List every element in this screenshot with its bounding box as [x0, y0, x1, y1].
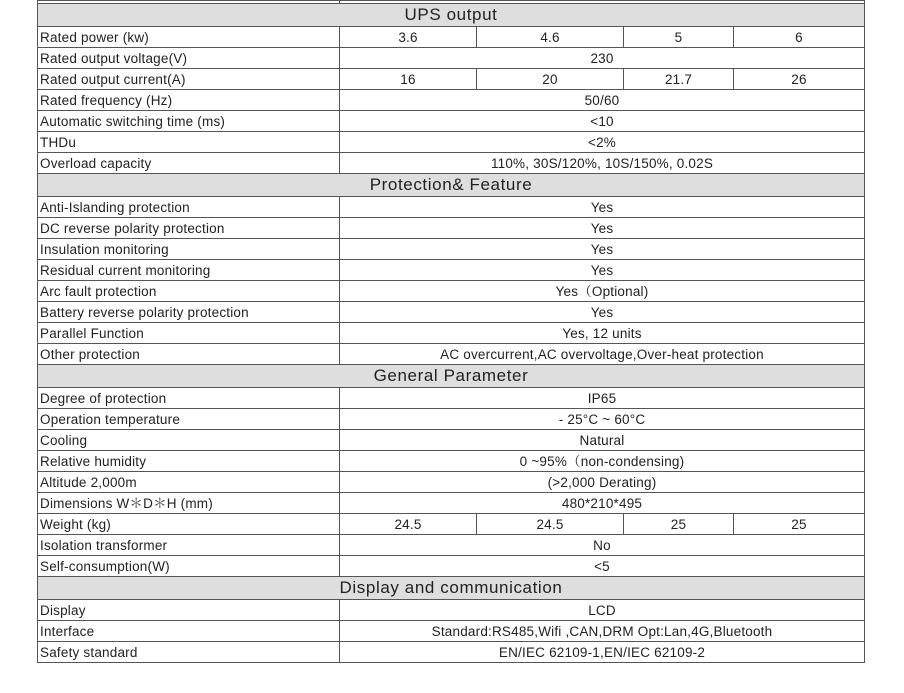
row-label: Display [38, 600, 340, 621]
row-label: THDu [38, 132, 340, 153]
row-value: Yes [340, 239, 865, 260]
section-title: UPS output [38, 4, 865, 27]
row-label: Isolation transformer [38, 535, 340, 556]
row-label: Degree of protection [38, 388, 340, 409]
row-label: Altitude 2,000m [38, 472, 340, 493]
row-value: 0 ~95%（non-condensing) [340, 451, 865, 472]
row-value: No [340, 535, 865, 556]
table-row [38, 600, 865, 621]
table-row [38, 409, 865, 430]
row-label: Rated frequency (Hz) [38, 90, 340, 111]
table-row [38, 90, 865, 111]
row-value: 20 [477, 69, 624, 90]
spec-table [37, 0, 865, 663]
row-label: Battery reverse polarity protection [38, 302, 340, 323]
row-label: Other protection [38, 344, 340, 365]
row-value: IP65 [340, 388, 865, 409]
row-value: 25 [734, 514, 865, 535]
row-value: 480*210*495 [340, 493, 865, 514]
row-value: Yes [340, 260, 865, 281]
table-row [38, 323, 865, 344]
row-label: Rated output voltage(V) [38, 48, 340, 69]
row-label: Residual current monitoring [38, 260, 340, 281]
row-label: Operation temperature [38, 409, 340, 430]
row-value: Natural [340, 430, 865, 451]
row-value: (>2,000 Derating) [340, 472, 865, 493]
row-value: LCD [340, 600, 865, 621]
row-value: <2% [340, 132, 865, 153]
row-label: Weight (kg) [38, 514, 340, 535]
row-value: 50/60 [340, 90, 865, 111]
table-row [38, 493, 865, 514]
row-value: 5 [624, 27, 734, 48]
table-row [38, 132, 865, 153]
row-label: Rated output current(A) [38, 69, 340, 90]
table-row [38, 48, 865, 69]
row-value: Standard:RS485,Wifi ,CAN,DRM Opt:Lan,4G,Bluetooth [340, 621, 865, 642]
section-header [38, 174, 865, 197]
row-value: 24.5 [477, 514, 624, 535]
table-row [38, 535, 865, 556]
row-value: Yes（Optional) [340, 281, 865, 302]
row-value: Yes [340, 218, 865, 239]
row-value: AC overcurrent,AC overvoltage,Over-heat protection [340, 344, 865, 365]
table-row [38, 239, 865, 260]
row-label: Automatic switching time (ms) [38, 111, 340, 132]
table-row [38, 111, 865, 132]
table-row [38, 472, 865, 493]
section-header [38, 577, 865, 600]
table-row [38, 514, 865, 535]
table-row [38, 27, 865, 48]
row-value: EN/IEC 62109-1,EN/IEC 62109-2 [340, 642, 865, 663]
table-row [38, 218, 865, 239]
row-value: 6 [734, 27, 865, 48]
row-value: Yes [340, 197, 865, 218]
row-label: Interface [38, 621, 340, 642]
row-value: 110%, 30S/120%, 10S/150%, 0.02S [340, 153, 865, 174]
row-value: 230 [340, 48, 865, 69]
table-row [38, 388, 865, 409]
row-label: Anti-Islanding protection [38, 197, 340, 218]
section-header [38, 365, 865, 388]
row-label: Safety standard [38, 642, 340, 663]
row-label: Parallel Function [38, 323, 340, 344]
row-value: <10 [340, 111, 865, 132]
section-title: General Parameter [38, 365, 865, 388]
row-label: Overload capacity [38, 153, 340, 174]
table-row [38, 642, 865, 663]
row-label: Dimensions W＊D＊H (mm) [38, 493, 340, 514]
row-value: 24.5 [340, 514, 477, 535]
section-title: Protection& Feature [38, 174, 865, 197]
row-value: 26 [734, 69, 865, 90]
row-label: Insulation monitoring [38, 239, 340, 260]
table-row [38, 302, 865, 323]
row-value: 16 [340, 69, 477, 90]
spec-sheet [37, 0, 864, 663]
row-value: 21.7 [624, 69, 734, 90]
row-label: Relative humidity [38, 451, 340, 472]
table-row [38, 153, 865, 174]
row-label: Rated power (kw) [38, 27, 340, 48]
row-label: Arc fault protection [38, 281, 340, 302]
table-row [38, 281, 865, 302]
table-row [38, 556, 865, 577]
row-value: 4.6 [477, 27, 624, 48]
row-value: Yes [340, 302, 865, 323]
table-row [38, 451, 865, 472]
table-row [38, 621, 865, 642]
table-row [38, 260, 865, 281]
section-header [38, 4, 865, 27]
row-value: 3.6 [340, 27, 477, 48]
table-row [38, 69, 865, 90]
spec-table-body [38, 1, 865, 663]
table-row [38, 344, 865, 365]
row-value: <5 [340, 556, 865, 577]
row-value: - 25°C ~ 60°C [340, 409, 865, 430]
row-label: Self-consumption(W) [38, 556, 340, 577]
section-title: Display and communication [38, 577, 865, 600]
row-value: 25 [624, 514, 734, 535]
row-label: DC reverse polarity protection [38, 218, 340, 239]
row-label: Cooling [38, 430, 340, 451]
table-row [38, 430, 865, 451]
row-value: Yes, 12 units [340, 323, 865, 344]
table-row [38, 197, 865, 218]
